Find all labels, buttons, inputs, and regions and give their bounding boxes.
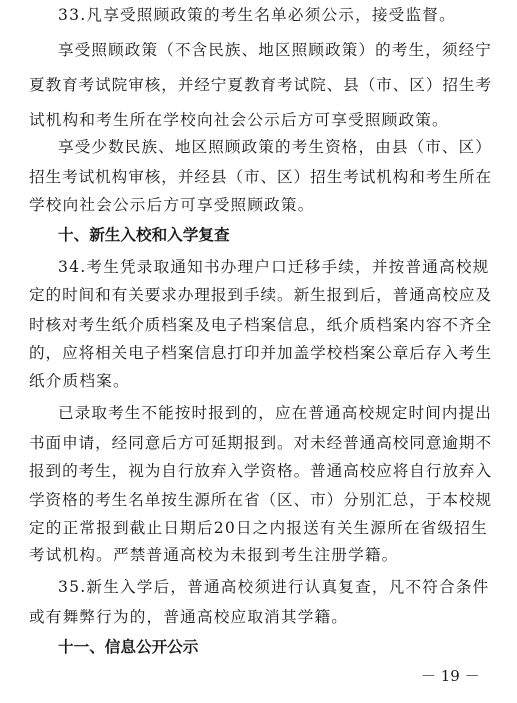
text-line: 纸介质档案。 <box>29 372 130 390</box>
text-line: 35.新生入学后，普通高校须进行认真复查，凡不符合条件 <box>58 578 490 596</box>
text-line: 学资格的考生名单按生源所在省（区、市）分别汇总，于本校规 <box>29 491 492 509</box>
text-line: 33.凡享受照顾政策的考生名单必须公示，接受监督。 <box>58 6 456 24</box>
text-line: 招生考试机构审核，并经县（市、区）招生考试机构和考生所在 <box>29 168 492 186</box>
text-line: 试机构和考生所在学校向社会公示后方可享受照顾政策。 <box>29 111 449 129</box>
text-line: 时核对考生纸介质档案及电子档案信息，纸介质档案内容不齐全 <box>29 316 492 334</box>
text-line: 考试机构。严禁普通高校为未报到考生注册学籍。 <box>29 546 399 564</box>
text-line: 已录取考生不能按时报到的，应在普通高校规定时间内提出 <box>58 404 492 422</box>
section-heading: 十、新生入校和入学复查 <box>58 226 230 244</box>
section-heading: 十一、信息公开公示 <box>58 638 199 656</box>
text-line: 定的时间和有关要求办理报到手续。新生报到后，普通高校应及 <box>29 286 492 304</box>
text-line: 书面申请，经同意后方可延期报到。对未经普通高校同意逾期不 <box>29 434 492 452</box>
text-line: 或有舞弊行为的，普通高校应取消其学籍。 <box>29 608 349 626</box>
text-line: 夏教育考试院审核，并经宁夏教育考试院、县（市、区）招生考 <box>29 76 492 94</box>
text-line: 享受少数民族、地区照顾政策的考生资格，由县（市、区） <box>58 138 492 156</box>
text-line: 定的正常报到截止日期后20日之内报送有关生源所在省级招生 <box>29 519 488 537</box>
text-line: 学校向社会公示后方可享受照顾政策。 <box>29 196 315 214</box>
text-line: 的，应将相关电子档案信息打印并加盖学校档案公章后存入考生 <box>29 344 492 362</box>
text-line: 报到的考生，视为自行放弃入学资格。普通高校应将自行放弃入 <box>29 462 492 480</box>
text-line: 34.考生凭录取通知书办理户口迁移手续，并按普通高校规 <box>58 258 490 276</box>
text-line: 享受照顾政策（不含民族、地区照顾政策）的考生，须经宁 <box>58 41 492 59</box>
page-number: － 19 － <box>421 667 480 685</box>
